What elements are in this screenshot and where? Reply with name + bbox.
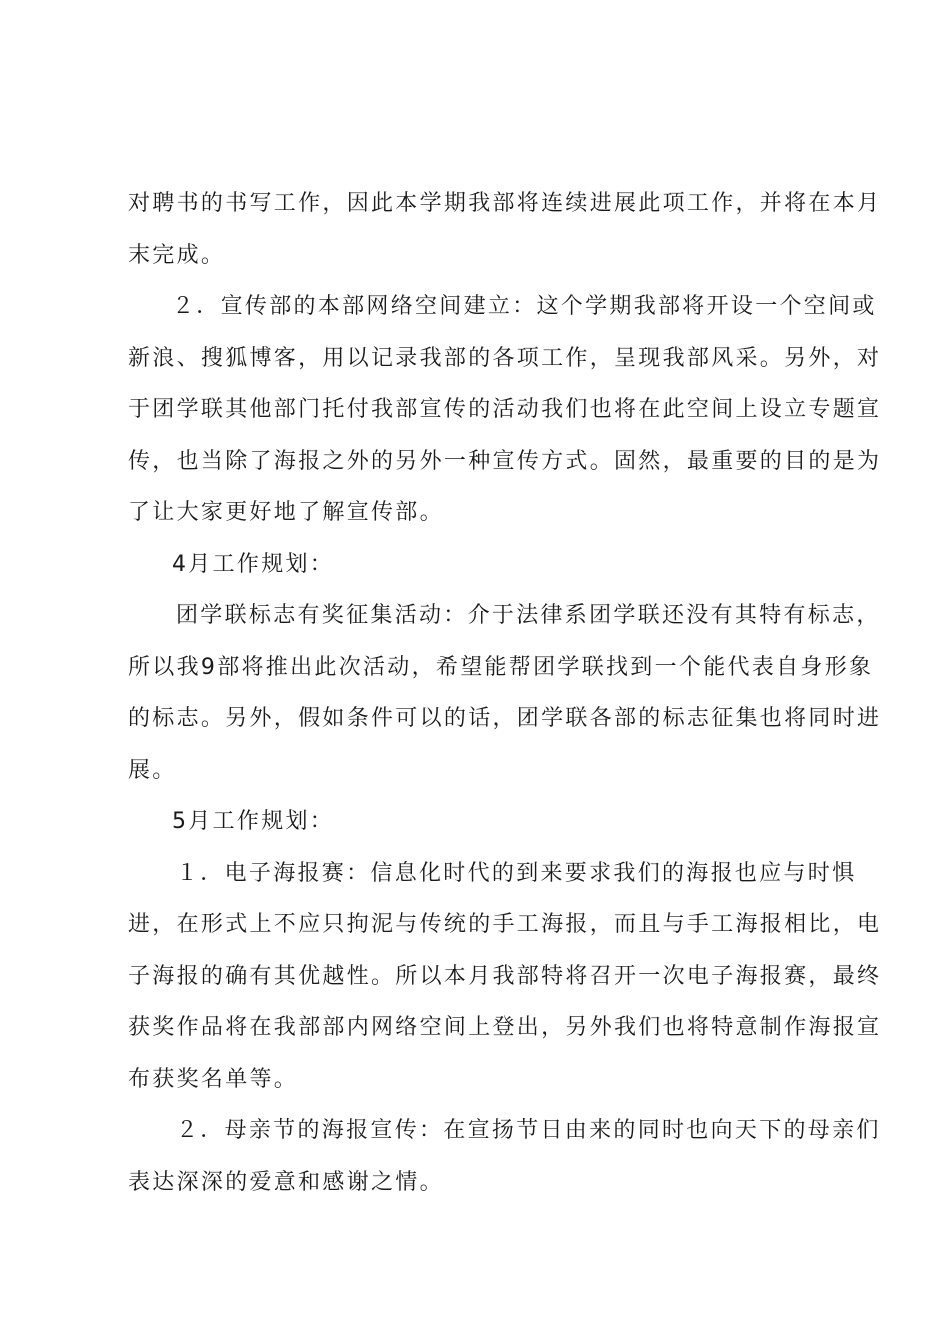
text-line: 表达深深的爱意和感谢之情。 <box>128 1170 444 1195</box>
text-line: 传，也当除了海报之外的另外一种宣传方式。固然，最重要的目的是为 <box>128 449 882 474</box>
text-line: 于团学联其他部门托付我部宣传的活动我们也将在此空间上设立专题宣 <box>128 397 882 422</box>
text-line: 布获奖名单等。 <box>128 1067 299 1092</box>
text-line: 的标志。另外，假如条件可以的话，团学联各部的标志征集也将同时进 <box>128 706 882 731</box>
text-line: 所以我9部将推出此次活动，希望能帮团学联找到一个能代表自身形象 <box>128 655 874 680</box>
text-line: 对聘书的书写工作，因此本学期我部将连续进展此项工作，并将在本月 <box>128 191 882 216</box>
text-line: 展。 <box>128 758 177 783</box>
section-heading-may: 5月工作规划： <box>172 809 335 834</box>
text-line: 末完成。 <box>128 243 226 268</box>
text-line: ２．宣传部的本部网络空间建立：这个学期我部将开设一个空间或 <box>172 294 877 319</box>
text-line: １．电子海报赛：信息化时代的到来要求我们的海报也应与时惧 <box>176 861 857 886</box>
text-line: ２．母亲节的海报宣传：在宣扬节日由来的同时也向天下的母亲们 <box>176 1118 881 1143</box>
text-line: 团学联标志有奖征集活动：介于法律系团学联还没有其特有标志， <box>176 603 881 628</box>
text-line: 子海报的确有其优越性。所以本月我部特将召开一次电子海报赛，最终 <box>128 964 882 989</box>
text-line: 获奖作品将在我部部内网络空间上登出，另外我们也将特意制作海报宣 <box>128 1015 882 1040</box>
text-line: 新浪、搜狐博客，用以记录我部的各项工作，呈现我部风采。另外，对 <box>128 346 882 371</box>
text-line: 了让大家更好地了解宣传部。 <box>128 500 444 525</box>
text-line: 进，在形式上不应只拘泥与传统的手工海报，而且与手工海报相比，电 <box>128 912 882 937</box>
section-heading-april: 4月工作规划： <box>172 552 335 577</box>
